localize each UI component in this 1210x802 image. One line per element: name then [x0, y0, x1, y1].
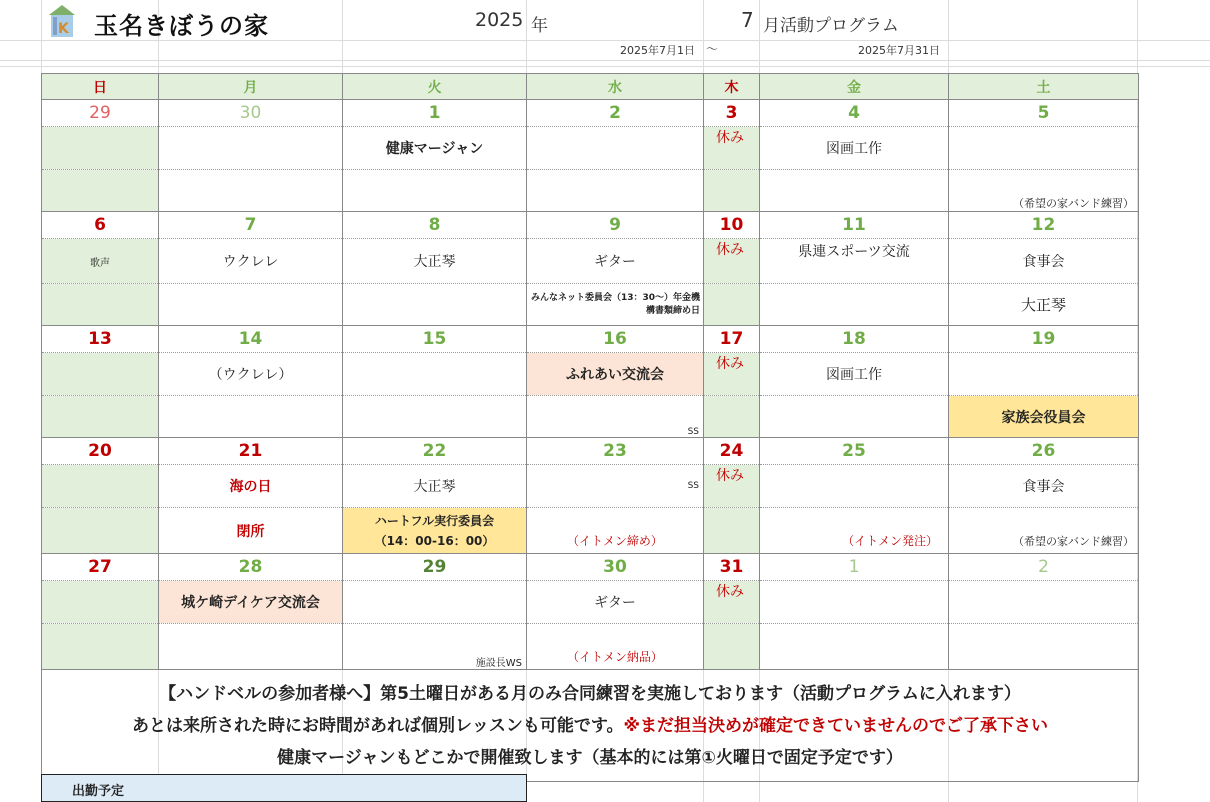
week-1-events	[42, 127, 1139, 170]
event-cell[interactable]	[760, 581, 949, 624]
rest-cell[interactable]: 休み	[704, 353, 760, 396]
date-cell[interactable]: 10	[704, 212, 760, 239]
event-cell[interactable]: 大正琴	[343, 465, 527, 508]
week-4-events	[42, 465, 1139, 508]
date-cell[interactable]: 7	[159, 212, 343, 239]
note-cell[interactable]	[527, 170, 704, 212]
week-2-notes	[42, 284, 1139, 326]
note-cell[interactable]: みんなネット委員会（13：30〜）年金機構書類締め日	[527, 284, 704, 326]
date-cell[interactable]: 19	[949, 326, 1139, 353]
date-cell[interactable]: 3	[704, 100, 760, 127]
weekday-wed: 水	[527, 74, 704, 100]
week-1-dates	[42, 100, 1139, 127]
date-cell[interactable]: 13	[42, 326, 159, 353]
note-cell[interactable]: 大正琴	[949, 284, 1139, 326]
week-2-events	[42, 239, 1139, 284]
date-cell[interactable]: 18	[760, 326, 949, 353]
date-cell[interactable]: 1	[760, 554, 949, 581]
event-cell[interactable]: ふれあい交流会	[527, 353, 704, 396]
org-name: 玉名きぼうの家	[94, 12, 269, 40]
event-cell[interactable]	[949, 127, 1139, 170]
event-cell[interactable]: ギター	[527, 581, 704, 624]
program-title: 月活動プログラム	[763, 16, 899, 36]
date-cell[interactable]: 4	[760, 100, 949, 127]
event-cell[interactable]: （ウクレレ）	[159, 353, 343, 396]
note-cell[interactable]	[760, 624, 949, 670]
logo-icon	[48, 3, 76, 37]
date-cell[interactable]: 31	[704, 554, 760, 581]
weekday-tue: 火	[343, 74, 527, 100]
note-cell[interactable]	[704, 396, 760, 438]
week-3-notes	[42, 396, 1139, 438]
date-cell[interactable]: 24	[704, 438, 760, 465]
notice-line-2	[42, 710, 1138, 742]
event-cell[interactable]	[42, 465, 159, 508]
date-cell[interactable]: 25	[760, 438, 949, 465]
note-cell[interactable]	[704, 624, 760, 670]
event-cell[interactable]	[949, 581, 1139, 624]
event-cell[interactable]	[42, 127, 159, 170]
date-cell[interactable]: 12	[949, 212, 1139, 239]
rest-cell[interactable]: 休み	[704, 581, 760, 624]
note-cell[interactable]	[704, 508, 760, 554]
event-cell[interactable]: 健康マージャン	[343, 127, 527, 170]
weekday-header	[42, 74, 1139, 100]
event-cell[interactable]	[949, 353, 1139, 396]
event-cell[interactable]	[343, 581, 527, 624]
event-cell[interactable]	[42, 581, 159, 624]
event-cell[interactable]: 大正琴	[343, 239, 527, 284]
note-cell[interactable]	[343, 170, 527, 212]
event-cell[interactable]	[159, 127, 343, 170]
note-cell[interactable]: （イトメン発注）	[760, 508, 949, 554]
notice-line-1: 【ハンドベルの参加者様へ】第5土曜日がある月のみ合同練習を実施しております（活動プログラムに入れます）	[159, 683, 1021, 704]
event-cell[interactable]: ギター	[527, 239, 704, 284]
weekday-thu: 木	[704, 74, 760, 100]
note-cell[interactable]: SS	[527, 396, 704, 438]
date-to: 2025年7月31日	[858, 44, 940, 57]
rest-cell[interactable]: 休み	[704, 127, 760, 170]
note-cell[interactable]	[42, 396, 159, 438]
duty-schedule-header[interactable]	[41, 774, 527, 802]
duty-schedule-label: 出勤予定	[72, 784, 125, 799]
week-2-dates	[42, 212, 1139, 239]
note-cell[interactable]: 閉所	[159, 508, 343, 554]
date-cell[interactable]: 2	[527, 100, 704, 127]
note-cell[interactable]	[42, 624, 159, 670]
notice-line-3: 健康マージャンもどこかで開催致します（基本的には第①火曜日で固定予定です）	[277, 747, 903, 768]
date-cell[interactable]: 2	[949, 554, 1139, 581]
note-cell[interactable]: （希望の家バンド練習）	[949, 170, 1139, 212]
event-cell[interactable]	[527, 127, 704, 170]
event-cell[interactable]: SS	[527, 465, 704, 508]
event-cell[interactable]: 図画工作	[760, 353, 949, 396]
date-cell[interactable]: 9	[527, 212, 704, 239]
date-cell[interactable]: 5	[949, 100, 1139, 127]
date-cell[interactable]: 20	[42, 438, 159, 465]
note-cell[interactable]	[760, 396, 949, 438]
event-cell[interactable]	[343, 353, 527, 396]
event-cell[interactable]: ウクレレ	[159, 239, 343, 284]
weekday-sun: 日	[42, 74, 159, 100]
note-cell[interactable]	[42, 508, 159, 554]
note-cell[interactable]: ハートフル実行委員会（14：00-16：00）	[343, 508, 527, 554]
note-cell[interactable]: （イトメン締め）	[527, 508, 704, 554]
week-5-events	[42, 581, 1139, 624]
date-cell[interactable]: 1	[343, 100, 527, 127]
rest-cell[interactable]: 休み	[704, 239, 760, 284]
date-cell[interactable]: 22	[343, 438, 527, 465]
date-cell[interactable]: 17	[704, 326, 760, 353]
event-cell[interactable]	[42, 353, 159, 396]
week-4-notes	[42, 508, 1139, 554]
week-1-notes	[42, 170, 1139, 212]
date-cell[interactable]: 23	[527, 438, 704, 465]
activity-calendar	[41, 73, 1139, 782]
event-cell[interactable]: 県連スポーツ交流	[760, 239, 949, 284]
date-cell[interactable]: 16	[527, 326, 704, 353]
note-cell[interactable]	[159, 396, 343, 438]
date-from: 2025年7月1日	[620, 44, 695, 57]
rest-cell[interactable]: 休み	[704, 465, 760, 508]
note-cell[interactable]	[760, 284, 949, 326]
date-cell[interactable]: 6	[42, 212, 159, 239]
date-cell[interactable]: 28	[159, 554, 343, 581]
week-5-notes	[42, 624, 1139, 670]
event-cell[interactable]: 食事会	[949, 239, 1139, 284]
date-cell[interactable]: 11	[760, 212, 949, 239]
note-cell[interactable]	[343, 396, 527, 438]
event-cell[interactable]: 歌声	[42, 239, 159, 284]
note-cell[interactable]	[159, 624, 343, 670]
note-cell[interactable]	[159, 284, 343, 326]
notice-warning: ※まだ担当決めが確定できていませんのでご了承下さい	[623, 715, 1048, 736]
year-label: 年	[531, 16, 548, 36]
date-cell[interactable]: 29	[343, 554, 527, 581]
date-cell[interactable]: 30	[527, 554, 704, 581]
month-value: 7	[741, 8, 754, 32]
date-cell[interactable]: 15	[343, 326, 527, 353]
week-3-dates	[42, 326, 1139, 353]
event-cell[interactable]	[760, 465, 949, 508]
date-cell[interactable]: 21	[159, 438, 343, 465]
note-cell[interactable]	[760, 170, 949, 212]
date-cell[interactable]: 30	[159, 100, 343, 127]
svg-text:K: K	[58, 21, 69, 37]
week-3-events	[42, 353, 1139, 396]
date-cell[interactable]: 27	[42, 554, 159, 581]
event-cell[interactable]: 城ケ崎デイケア交流会	[159, 581, 343, 624]
note-cell[interactable]: 施設長WS	[343, 624, 527, 670]
date-cell[interactable]: 29	[42, 100, 159, 127]
notice-line-2-text: あとは来所された時にお時間があれば個別レッスンも可能です。	[132, 715, 624, 736]
note-cell[interactable]	[42, 170, 159, 212]
note-cell[interactable]	[343, 284, 527, 326]
notice-row	[42, 670, 1139, 782]
date-range-separator: 〜	[706, 42, 719, 56]
note-cell[interactable]: （希望の家バンド練習）	[949, 508, 1139, 554]
date-cell[interactable]: 14	[159, 326, 343, 353]
weekday-mon: 月	[159, 74, 343, 100]
note-cell[interactable]	[949, 624, 1139, 670]
note-cell[interactable]	[159, 170, 343, 212]
note-cell[interactable]: （イトメン納品）	[527, 624, 704, 670]
week-4-dates	[42, 438, 1139, 465]
weekday-sat: 土	[949, 74, 1139, 100]
weekday-fri: 金	[760, 74, 949, 100]
year-value: 2025	[475, 9, 524, 31]
note-cell[interactable]	[704, 170, 760, 212]
week-5-dates	[42, 554, 1139, 581]
note-cell[interactable]	[42, 284, 159, 326]
note-cell[interactable]	[704, 284, 760, 326]
event-cell[interactable]: 海の日	[159, 465, 343, 508]
date-cell[interactable]: 8	[343, 212, 527, 239]
event-cell[interactable]: 図画工作	[760, 127, 949, 170]
note-cell[interactable]: 家族会役員会	[949, 396, 1139, 438]
event-cell[interactable]: 食事会	[949, 465, 1139, 508]
date-cell[interactable]: 26	[949, 438, 1139, 465]
notice-cell	[42, 670, 1139, 782]
